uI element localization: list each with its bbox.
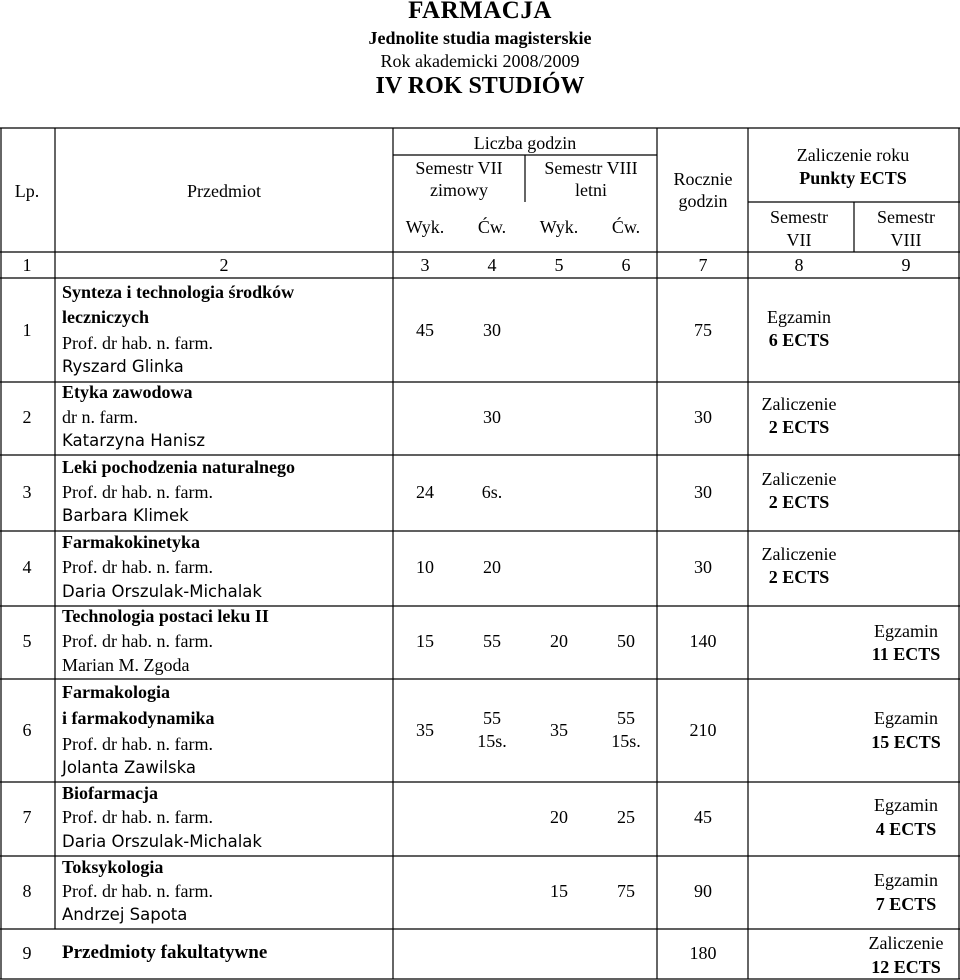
academic-year: Rok akademicki 2008/2009 <box>380 51 580 71</box>
header-credit-vii: VII <box>786 230 812 250</box>
document-title: FARMACJA <box>408 0 552 24</box>
column-number: 5 <box>554 255 564 275</box>
header-semester-viii: Semestr VIII <box>544 158 638 178</box>
hours-lecture-viii: 20 <box>550 807 568 827</box>
column-number: 2 <box>219 255 229 275</box>
credit-type-viii: Zaliczenie <box>868 933 944 953</box>
header-summer: letni <box>575 180 607 200</box>
teacher-title: Prof. dr hab. n. farm. <box>62 881 213 901</box>
hours-annual: 30 <box>694 407 712 427</box>
credit-type-viii: Egzamin <box>874 795 938 815</box>
hours-lecture-viii: 35 <box>550 720 568 740</box>
hours-annual: 30 <box>694 557 712 577</box>
hours-annual: 140 <box>689 631 717 651</box>
hours-exercise-viii: 75 <box>617 881 635 901</box>
teacher-name: Andrzej Sapota <box>62 905 188 924</box>
subject-name: leczniczych <box>62 307 149 327</box>
header-credit-viii-label: Semestr <box>877 207 935 227</box>
ects-vii: 2 ECTS <box>768 417 830 437</box>
hours-lecture-viii: 15 <box>550 881 568 901</box>
ects-vii: 2 ECTS <box>768 567 830 587</box>
ects-viii: 12 ECTS <box>871 957 941 977</box>
subject-name: Przedmioty fakultatywne <box>62 942 268 963</box>
ects-vii: 2 ECTS <box>768 492 830 512</box>
subject-name: Toksykologia <box>62 857 164 877</box>
header-exercise-vii: Ćw. <box>477 217 507 237</box>
header-hours-count: Liczba godzin <box>473 133 577 153</box>
header-exercise-viii: Ćw. <box>611 217 641 237</box>
study-year-heading: IV ROK STUDIÓW <box>375 73 585 99</box>
credit-type-vii: Zaliczenie <box>761 544 837 564</box>
header-annual: Rocznie <box>673 169 733 189</box>
row-number: 3 <box>22 482 32 502</box>
column-number: 1 <box>22 255 32 275</box>
teacher-title: dr n. farm. <box>62 407 138 427</box>
row-number: 2 <box>22 407 32 427</box>
study-type: Jednolite studia magisterskie <box>368 28 592 48</box>
header-lecture-viii: Wyk. <box>539 217 579 237</box>
header-winter: zimowy <box>430 180 488 200</box>
hours-annual: 30 <box>694 482 712 502</box>
ects-viii: 11 ECTS <box>871 644 941 664</box>
row-number: 6 <box>22 720 32 740</box>
teacher-name: Daria Orszulak-Michalak <box>62 832 262 851</box>
credit-type-vii: Zaliczenie <box>761 469 837 489</box>
hours-annual: 75 <box>694 320 712 340</box>
teacher-name: Barbara Klimek <box>62 506 189 525</box>
hours-exercise-vii: 20 <box>483 557 501 577</box>
subject-name: Farmakologia <box>62 682 170 702</box>
teacher-name: Katarzyna Hanisz <box>62 431 206 450</box>
subject-name: Biofarmacja <box>62 783 158 803</box>
header-lecture-vii: Wyk. <box>405 217 445 237</box>
hours-annual: 45 <box>694 807 712 827</box>
ects-vii: 6 ECTS <box>768 330 830 350</box>
header-lp: Lp. <box>14 181 40 201</box>
row-number: 4 <box>22 557 32 577</box>
credit-type-viii: Egzamin <box>874 870 938 890</box>
hours-seminar-viii: 15s. <box>611 731 641 751</box>
subject-name: Leki pochodzenia naturalnego <box>62 457 296 477</box>
hours-annual: 90 <box>694 881 712 901</box>
teacher-name: Jolanta Zawilska <box>62 758 196 777</box>
hours-exercise-viii: 50 <box>617 631 635 651</box>
header-subject: Przedmiot <box>187 181 261 201</box>
hours-exercise-vii: 55 <box>483 708 501 728</box>
row-number: 7 <box>22 807 32 827</box>
row-number: 9 <box>22 943 32 963</box>
hours-lecture-viii: 20 <box>550 631 568 651</box>
ects-viii: 7 ECTS <box>875 894 937 914</box>
hours-lecture-vii: 24 <box>416 482 434 502</box>
hours-annual: 180 <box>689 943 717 963</box>
hours-lecture-vii: 10 <box>416 557 434 577</box>
hours-exercise-vii: 30 <box>483 320 501 340</box>
column-number: 9 <box>901 255 911 275</box>
hours-exercise-viii: 25 <box>617 807 635 827</box>
row-number: 1 <box>22 320 32 340</box>
teacher-title: Prof. dr hab. n. farm. <box>62 557 213 577</box>
header-credit-vii-label: Semestr <box>770 207 828 227</box>
subject-name: Farmakokinetyka <box>62 532 201 552</box>
teacher-title: Prof. dr hab. n. farm. <box>62 807 213 827</box>
column-number: 6 <box>621 255 631 275</box>
credit-type-vii: Egzamin <box>767 307 831 327</box>
teacher-title: Prof. dr hab. n. farm. <box>62 631 213 651</box>
column-number: 4 <box>487 255 497 275</box>
teacher-name: Marian M. Zgoda <box>62 655 190 675</box>
column-number: 8 <box>794 255 804 275</box>
row-number: 8 <box>22 881 32 901</box>
hours-exercise-vii: 30 <box>483 407 501 427</box>
hours-exercise-vii: 55 <box>483 631 501 651</box>
column-number: 3 <box>420 255 430 275</box>
subject-name: i farmakodynamika <box>62 708 215 728</box>
subject-name: Technologia postaci leku II <box>62 606 269 626</box>
column-number: 7 <box>698 255 708 275</box>
hours-exercise-viii: 55 <box>617 708 635 728</box>
teacher-title: Prof. dr hab. n. farm. <box>62 482 213 502</box>
ects-viii: 15 ECTS <box>871 732 941 752</box>
header-year-credit: Zaliczenie roku <box>796 145 910 165</box>
teacher-name: Daria Orszulak-Michalak <box>62 582 262 601</box>
credit-type-viii: Egzamin <box>874 621 938 641</box>
header-annual-hours: godzin <box>678 191 728 211</box>
teacher-title: Prof. dr hab. n. farm. <box>62 333 213 353</box>
header-ects: Punkty ECTS <box>799 168 907 188</box>
header-semester-vii: Semestr VII <box>415 158 503 178</box>
credit-type-vii: Zaliczenie <box>761 394 837 414</box>
row-number: 5 <box>22 631 32 651</box>
subject-name: Synteza i technologia środków <box>62 282 295 302</box>
hours-lecture-vii: 45 <box>416 320 434 340</box>
subject-name: Etyka zawodowa <box>62 382 193 402</box>
hours-seminar-vii: 15s. <box>477 731 507 751</box>
hours-exercise-vii: 6s. <box>481 482 503 502</box>
hours-lecture-vii: 35 <box>416 720 434 740</box>
hours-lecture-vii: 15 <box>416 631 434 651</box>
header-credit-viii: VIII <box>890 230 922 250</box>
hours-annual: 210 <box>689 720 717 740</box>
ects-viii: 4 ECTS <box>875 819 937 839</box>
teacher-name: Ryszard Glinka <box>62 357 184 376</box>
credit-type-viii: Egzamin <box>874 708 938 728</box>
teacher-title: Prof. dr hab. n. farm. <box>62 734 213 754</box>
